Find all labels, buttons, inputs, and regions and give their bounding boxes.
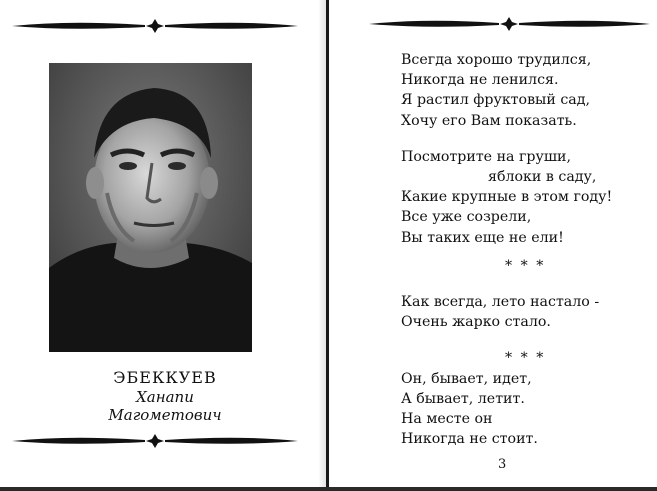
portrait-photo	[49, 63, 252, 352]
poem-line: яблоки в саду,	[488, 169, 597, 186]
stanza-gap	[401, 131, 641, 147]
poem-line: Очень жарко стало.	[401, 314, 551, 331]
stanza-gap	[401, 276, 641, 292]
stanza-gap	[401, 248, 641, 256]
poem-line: А бывает, летит.	[401, 390, 525, 407]
stanza-gap	[401, 332, 641, 348]
gutter-shadow	[318, 0, 326, 491]
poem-line: Я растил фруктовый сад,	[401, 92, 590, 109]
top-ornament-right-icon	[367, 16, 652, 32]
poem-line: Хочу его Вам показать.	[401, 112, 577, 129]
author-surname: ЭБЕККУЕВ	[113, 368, 217, 387]
bottom-ornament-left-icon	[10, 433, 300, 449]
author-full-name: Ханапи Магометович	[108, 388, 222, 424]
poem-line: Все уже созрели,	[401, 209, 532, 226]
portrait-image	[49, 63, 252, 352]
poem-line: На месте он	[401, 411, 493, 428]
left-page	[0, 0, 326, 491]
top-ornament-left-icon	[10, 18, 300, 34]
poem-line: Он, бывает, идет,	[401, 370, 532, 387]
poem-line: Никогда не ленился.	[401, 72, 559, 89]
poem-text	[401, 50, 641, 449]
poem-line: Какие крупные в этом году!	[401, 189, 613, 206]
poem-line: Никогда не стоит.	[401, 431, 538, 448]
poem-line: Всегда хорошо трудился,	[401, 52, 592, 68]
section-separator: * * *	[505, 257, 546, 274]
page-bottom-edge	[0, 487, 657, 491]
page-number: 3	[498, 457, 507, 472]
poem-line: Посмотрите на груши,	[401, 148, 572, 165]
poem-line: Как всегда, лето настало -	[401, 294, 600, 311]
poem-line: Вы таких еще не ели!	[401, 229, 564, 246]
section-separator: * * *	[505, 350, 546, 367]
